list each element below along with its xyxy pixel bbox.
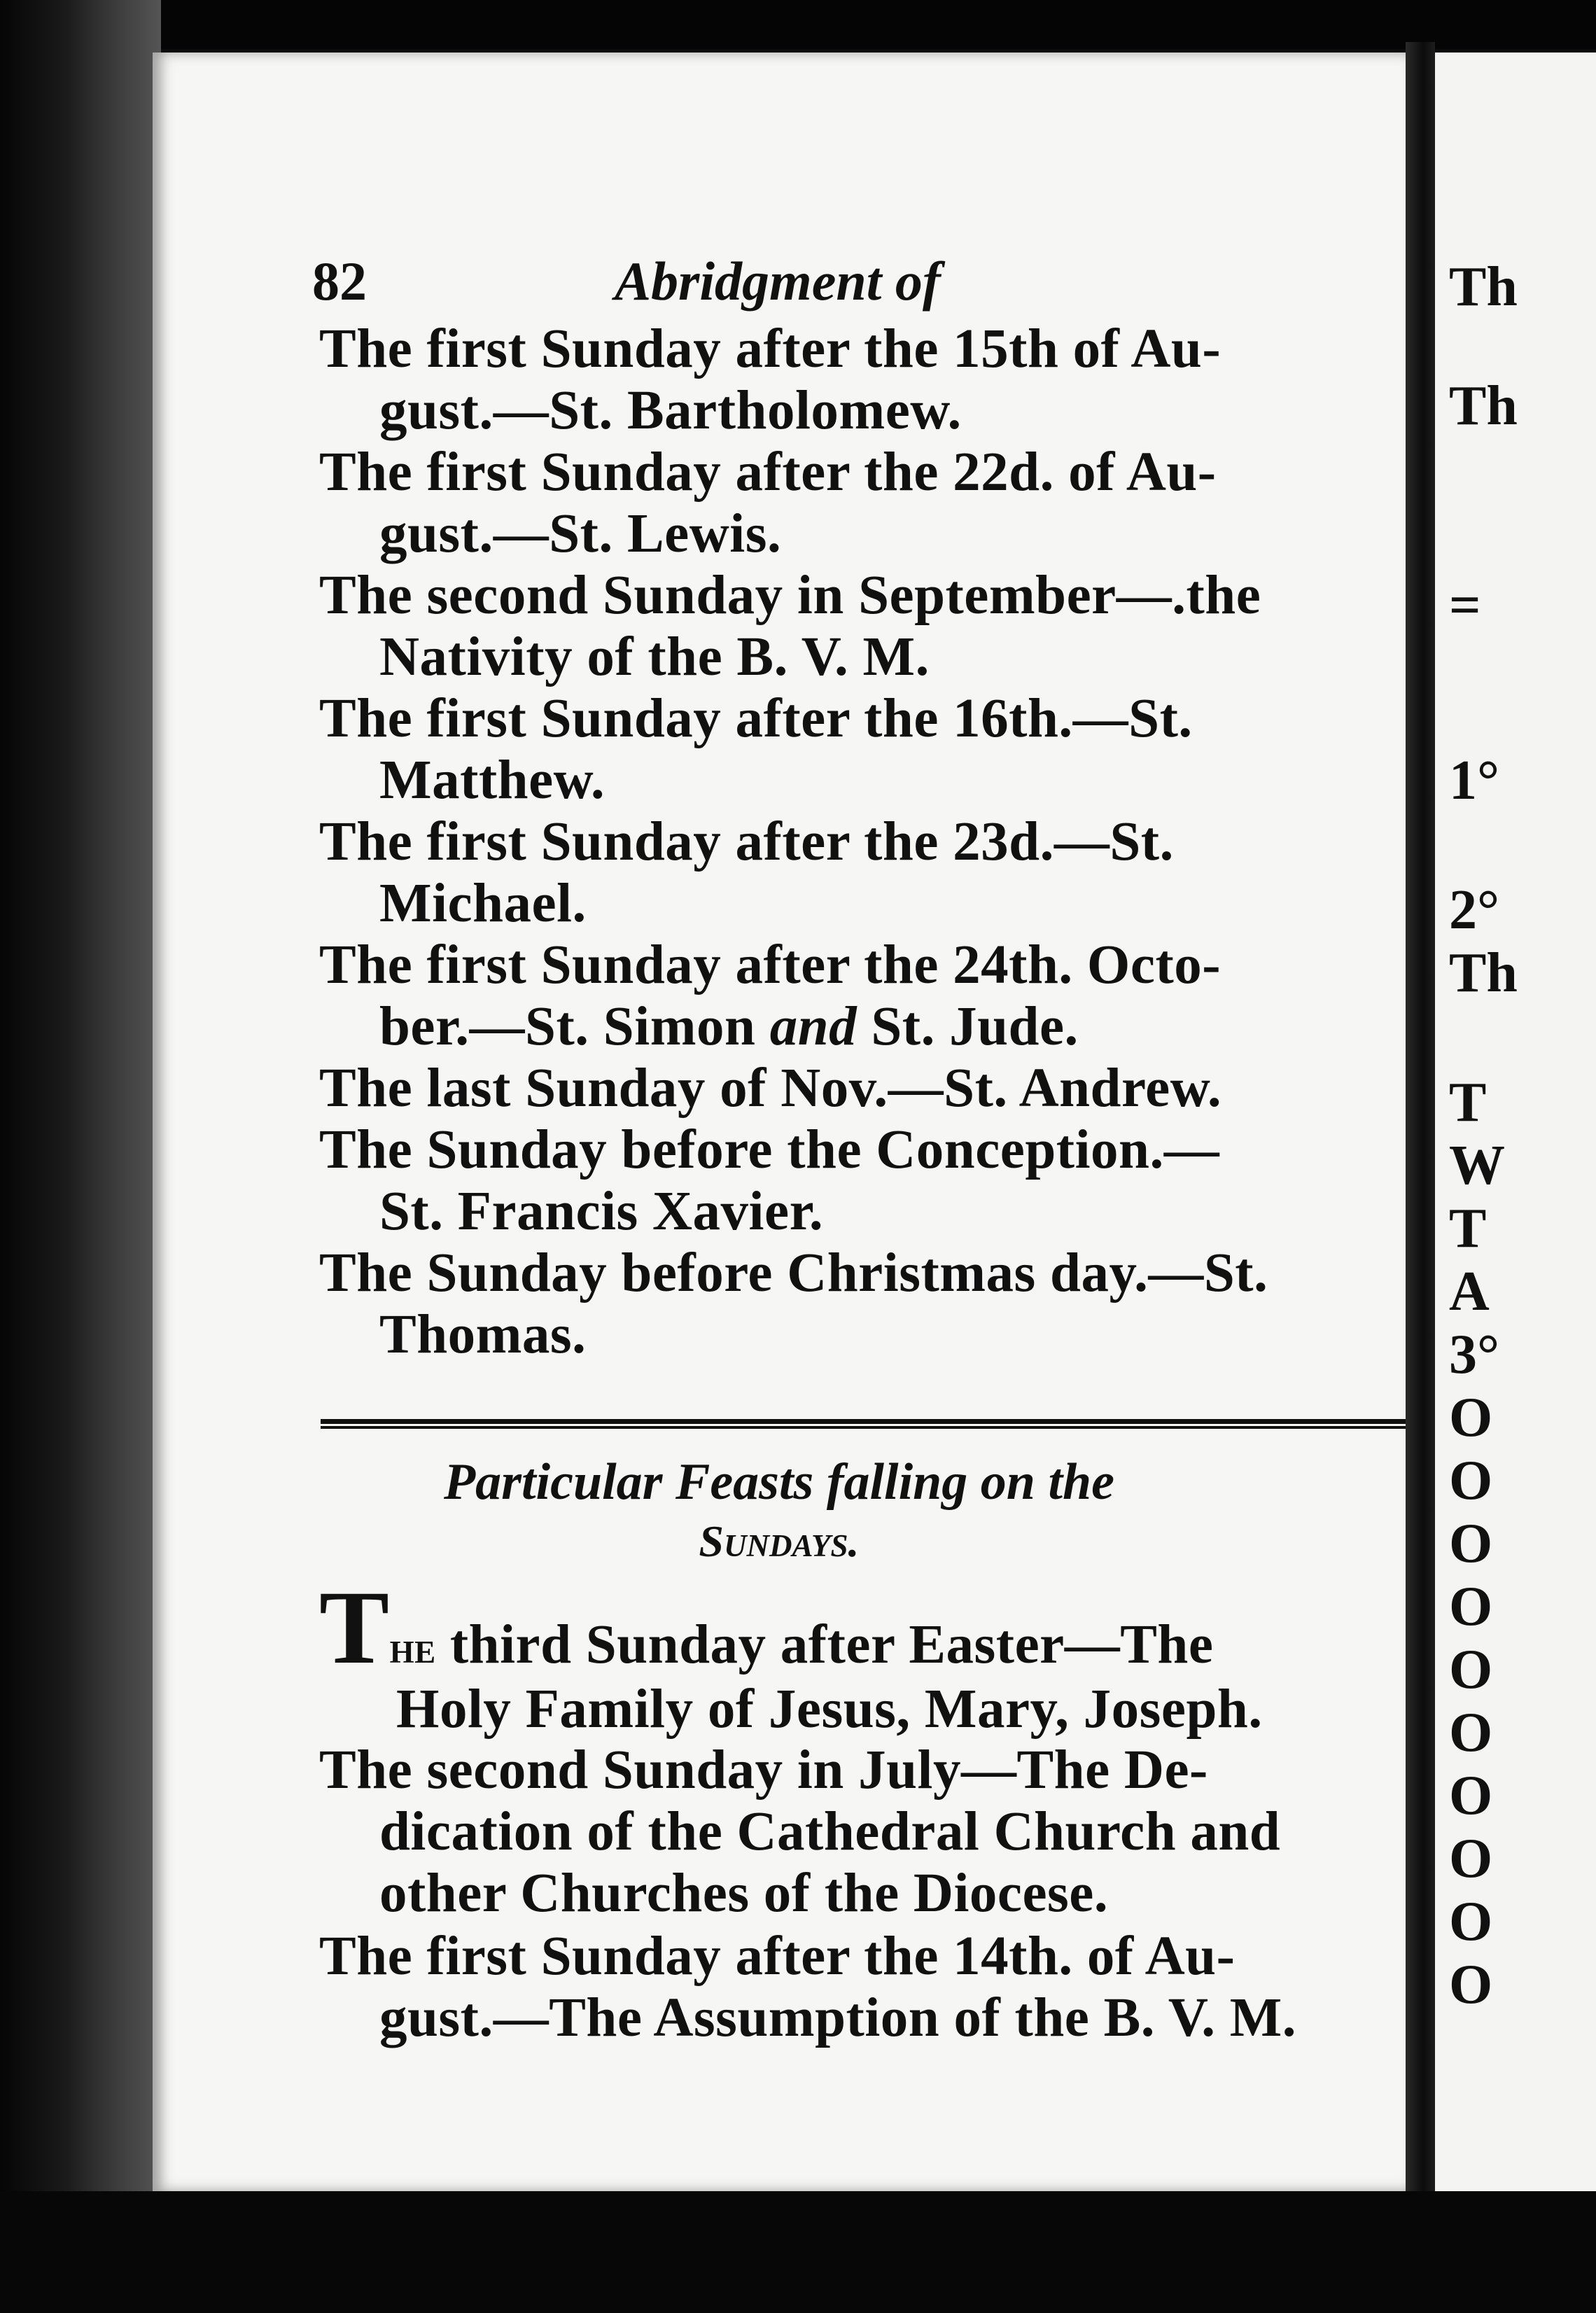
page-header xyxy=(153,250,1406,320)
section-divider xyxy=(321,1419,1469,1429)
scan-bottom-border xyxy=(0,2191,1596,2313)
facing-text: Th xyxy=(1449,375,1518,437)
facing-text: O xyxy=(1449,1954,1493,2015)
entry-line: Nativity of the B. V. M. xyxy=(379,627,930,687)
entry-line: The first Sunday after the 14th. of Au- xyxy=(319,1926,1236,1987)
feast-entry xyxy=(319,935,1467,1058)
section-heading-line2: Sundays. xyxy=(699,1516,860,1566)
facing-text: W xyxy=(1449,1135,1505,1196)
feast-entry xyxy=(319,811,1467,935)
entry-line: The last Sunday of Nov.—St. Andrew. xyxy=(319,1058,1222,1119)
scan-left-edge xyxy=(0,0,161,2313)
facing-text: 3° xyxy=(1449,1324,1499,1385)
entry-line: gust.—St. Lewis. xyxy=(379,503,782,564)
book-gutter xyxy=(1406,42,1435,2212)
feast-entry xyxy=(319,688,1467,811)
feast-entry xyxy=(319,442,1467,565)
entry-line: The first Sunday after the 22d. of Au- xyxy=(319,442,1217,503)
facing-text: O xyxy=(1449,1387,1493,1448)
entry-line xyxy=(319,996,1467,1058)
facing-text: 2° xyxy=(1449,879,1499,941)
facing-text: O xyxy=(1449,1702,1493,1763)
feast-entry xyxy=(319,1740,1467,1924)
facing-text: O xyxy=(1449,1576,1493,1637)
entry-line: Holy Family of Jesus, Mary, Joseph. xyxy=(396,1679,1263,1740)
entry-line: The Sunday before Christmas day.—St. xyxy=(319,1243,1268,1304)
feast-entry xyxy=(319,1243,1467,1366)
small-caps-text: he xyxy=(389,1623,436,1672)
entry-italic: and xyxy=(769,996,858,1057)
entry-text: St. Jude. xyxy=(857,996,1079,1057)
entry-line: gust.—The Assumption of the B. V. M. xyxy=(379,1987,1297,2048)
facing-text: O xyxy=(1449,1765,1493,1826)
entry-line: dication of the Cathedral Church and xyxy=(379,1801,1281,1862)
entry-line: Michael. xyxy=(379,873,587,934)
facing-text: O xyxy=(1449,1513,1493,1574)
entry-line xyxy=(319,1570,1467,1686)
feast-entry xyxy=(319,1119,1467,1243)
page-number: 82 xyxy=(312,251,367,312)
entry-line: gust.—St. Bartholomew. xyxy=(379,380,962,441)
facing-text: O xyxy=(1449,1828,1493,1889)
entry-line: The first Sunday after the 24th. Octo- xyxy=(319,935,1222,995)
running-title: Abridgment of xyxy=(615,251,941,312)
entry-line: The first Sunday after the 15th of Au- xyxy=(319,319,1222,379)
feast-entry xyxy=(319,1570,1467,1740)
feast-entry xyxy=(319,565,1467,688)
facing-text: T xyxy=(1449,1072,1487,1133)
feast-entry xyxy=(319,319,1467,442)
entry-line: The first Sunday after the 16th.—St. xyxy=(319,688,1193,749)
feast-entry xyxy=(319,1058,1467,1119)
facing-page-fragment xyxy=(1435,53,1596,2191)
facing-text: Th xyxy=(1449,942,1518,1004)
entry-line: Thomas. xyxy=(379,1304,587,1365)
facing-text: T xyxy=(1449,1198,1487,1259)
entry-text: third Sunday after Easter—The xyxy=(435,1614,1214,1675)
facing-text: = xyxy=(1449,575,1481,636)
feast-entry xyxy=(319,1926,1467,2049)
entry-line: other Churches of the Diocese. xyxy=(379,1863,1109,1924)
entry-line: The second Sunday in September—.the xyxy=(319,565,1261,626)
facing-text: 1° xyxy=(1449,750,1499,811)
entry-line: The second Sunday in July—The De- xyxy=(319,1740,1208,1801)
facing-text: O xyxy=(1449,1450,1493,1511)
scan-top-border xyxy=(0,0,1596,49)
drop-cap: T xyxy=(319,1570,390,1686)
facing-text: O xyxy=(1449,1891,1493,1952)
facing-text: Th xyxy=(1449,256,1518,318)
entry-line: The first Sunday after the 23d.—St. xyxy=(319,811,1174,872)
entry-text: ber.—St. Simon xyxy=(379,996,770,1057)
facing-text: A xyxy=(1449,1261,1490,1322)
entry-line: The Sunday before the Conception.— xyxy=(319,1119,1220,1180)
facing-text: O xyxy=(1449,1639,1493,1700)
book-page xyxy=(153,53,1406,2191)
section-heading: Particular Feasts falling on the xyxy=(443,1453,1115,1511)
entry-line: St. Francis Xavier. xyxy=(379,1181,824,1242)
entry-line: Matthew. xyxy=(379,750,606,811)
